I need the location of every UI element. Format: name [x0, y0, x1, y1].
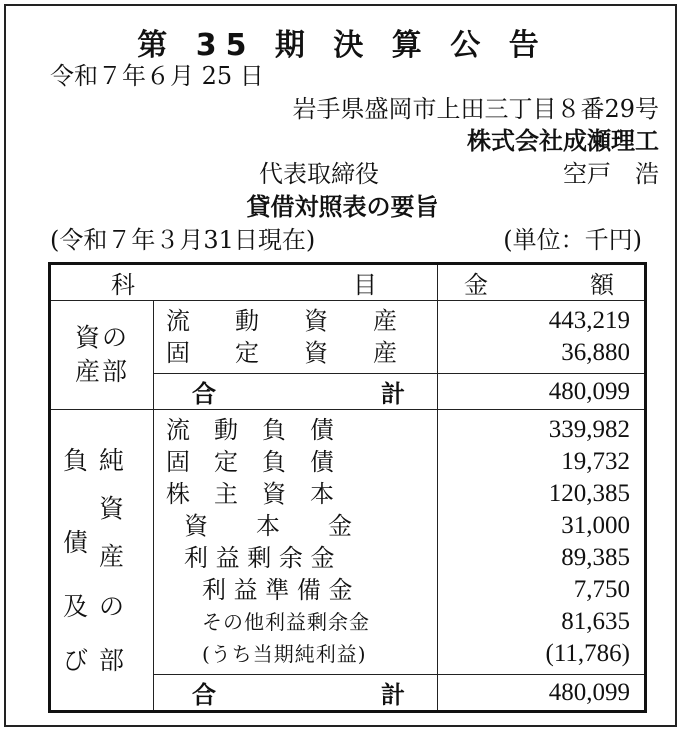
liabilities-total-value: 480,099 — [438, 675, 646, 712]
table-header-row — [50, 264, 646, 301]
representative-title: 代表取締役 — [259, 160, 379, 188]
amount-value: 443,219 — [548, 307, 630, 334]
liabilities-section — [50, 410, 646, 675]
assets-total-label: 合 計 — [154, 374, 438, 410]
amount-value: 7,750 — [573, 576, 630, 603]
list-item: 固 定 資 産 — [166, 339, 397, 367]
amount-value: 81,635 — [561, 608, 630, 635]
unit-label: (単位：千円) — [503, 226, 642, 254]
list-item: 固 定 負 債 — [166, 448, 334, 476]
notice-frame — [4, 4, 677, 727]
list-item: 株 主 資 本 — [166, 480, 334, 508]
assets-amounts — [438, 301, 646, 374]
representative — [259, 159, 659, 189]
balance-sheet-title: 貸借対照表の要旨 — [246, 193, 439, 221]
list-item: 流 動 負 債 — [166, 416, 334, 444]
liabilities-total-label: 合 計 — [154, 675, 438, 712]
company-address: 岩手県盛岡市上田三丁目８番29号 — [292, 95, 659, 123]
assets-items — [154, 301, 438, 374]
amount-value: 36,880 — [561, 339, 630, 366]
list-item: 資 本 金 — [184, 512, 352, 540]
list-item: 利 益 剰 余 金 — [184, 544, 335, 572]
amount-value: 89,385 — [561, 544, 630, 571]
list-item: その他利益剰余金 — [202, 610, 370, 634]
amount-value: 19,732 — [561, 448, 630, 475]
liabilities-items — [154, 410, 438, 675]
assets-section — [50, 301, 646, 374]
period-date: (令和７年３月31日現在) — [50, 226, 316, 254]
amount-value: 31,000 — [561, 512, 630, 539]
liabilities-amounts — [438, 410, 646, 675]
assets-group-label: 資の 産部 — [50, 301, 154, 410]
period-line — [50, 225, 642, 255]
list-item: 流 動 資 産 — [166, 307, 397, 335]
amount-header: 金 額 — [438, 264, 646, 301]
subject-header: 科 目 — [50, 264, 438, 301]
list-item: (うち当期純利益) — [202, 642, 367, 666]
liabilities-group-label: 負 純 資 債 産 及 の び 部 — [50, 410, 154, 712]
amount-value: (11,786) — [545, 640, 630, 667]
list-item: 利 益 準 備 金 — [202, 576, 353, 604]
notice-title: 第 35 期 決 算 公 告 — [137, 28, 548, 63]
company-name: 株式会社成瀬理工 — [467, 127, 659, 155]
notice-date: 令和７年６月 25 日 — [50, 62, 264, 90]
amount-value: 120,385 — [548, 480, 630, 507]
assets-total-value: 480,099 — [438, 374, 646, 410]
amount-value: 339,982 — [548, 416, 630, 443]
balance-sheet-table — [48, 262, 647, 713]
representative-name: 空戸 浩 — [563, 160, 659, 188]
